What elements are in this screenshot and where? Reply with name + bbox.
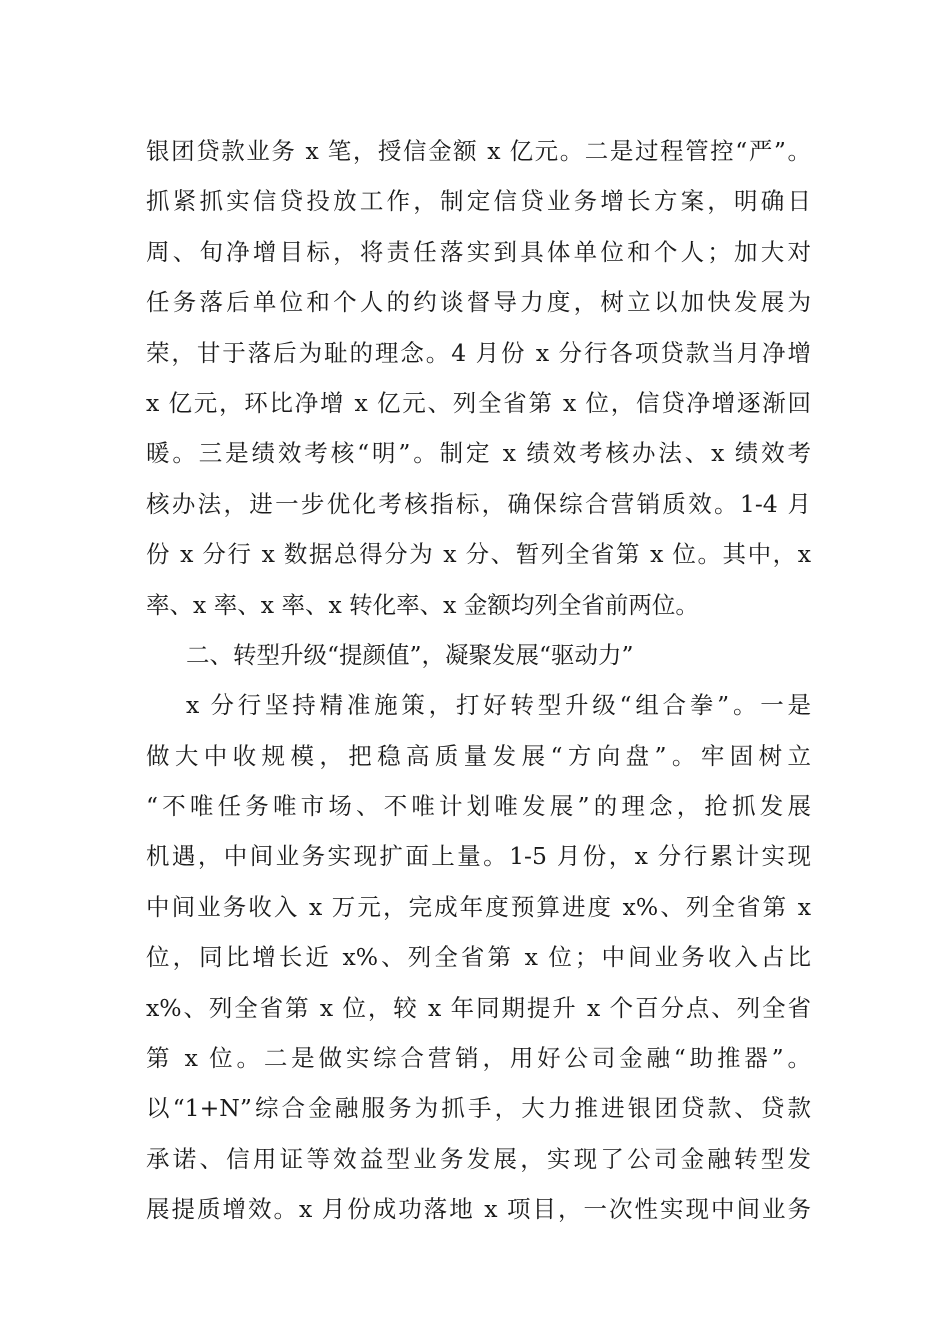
body-line: 荣，甘于落后为耻的理念。4 月份 x 分行各项贷款当月净增: [146, 338, 811, 367]
body-line: 暖。三是绩效考核“明”。制定 x 绩效考核办法、x 绩效考: [146, 439, 811, 468]
body-line: 以“1+N”综合金融服务为抓手，大力推进银团贷款、贷款: [146, 1094, 811, 1123]
body-line: 承诺、信用证等效益型业务发展，实现了公司金融转型发: [146, 1144, 811, 1173]
body-line: 展提质增效。x 月份成功落地 x 项目，一次性实现中间业务: [146, 1195, 811, 1224]
body-line: 第 x 位。二是做实综合营销，用好公司金融“助推器”。: [146, 1044, 811, 1073]
body-line: 率、x 率、x 率、x 转化率、x 金额均列全省前两位。: [146, 590, 699, 619]
body-line: 核办法，进一步优化考核指标，确保综合营销质效。1-4 月: [146, 489, 811, 518]
body-line: x 分行坚持精准施策，打好转型升级“组合拳”。一是: [186, 691, 811, 720]
section-heading: 二、转型升级“提颜值”，凝聚发展“驱动力”: [186, 640, 634, 669]
body-line: 中间业务收入 x 万元，完成年度预算进度 x%、列全省第 x: [146, 892, 811, 921]
body-line: x 亿元，环比净增 x 亿元、列全省第 x 位，信贷净增逐渐回: [146, 388, 811, 417]
body-line: 份 x 分行 x 数据总得分为 x 分、暂列全省第 x 位。其中，x: [146, 540, 811, 569]
body-line: 抓紧抓实信贷投放工作，制定信贷业务增长方案，明确日: [146, 187, 811, 216]
body-line: 机遇，中间业务实现扩面上量。1-5 月份，x 分行累计实现: [146, 842, 811, 871]
document-body: [146, 126, 811, 1235]
body-line: 做大中收规模，把稳高质量发展“方向盘”。牢固树立: [146, 741, 811, 770]
body-line: 周、旬净增目标，将责任落实到具体单位和个人；加大对: [146, 237, 811, 266]
body-line: 任务落后单位和个人的约谈督导力度，树立以加快发展为: [146, 288, 811, 317]
body-line: x%、列全省第 x 位，较 x 年同期提升 x 个百分点、列全省: [146, 993, 811, 1022]
body-line: 银团贷款业务 x 笔，授信金额 x 亿元。二是过程管控“严”。: [146, 137, 811, 165]
body-line: “不唯任务唯市场、不唯计划唯发展”的理念，抢抓发展: [146, 792, 811, 821]
body-line: 位，同比增长近 x%、列全省第 x 位；中间业务收入占比: [146, 943, 811, 972]
